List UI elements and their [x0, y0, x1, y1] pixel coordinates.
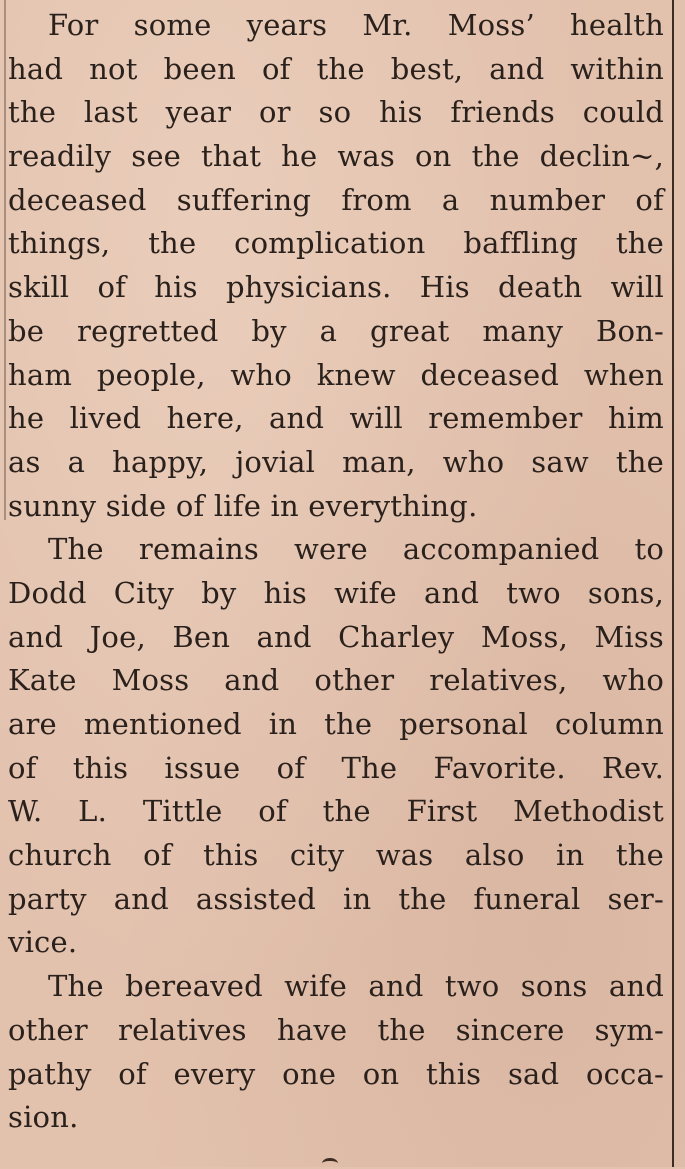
text-line: Kate Moss and other relatives, who: [8, 663, 664, 698]
text-line: be regretted by a great many Bon-: [8, 313, 664, 348]
text-line: the last year or so his friends could: [8, 95, 664, 130]
text-line: had not been of the best, and within: [8, 51, 664, 86]
text-line: sion.: [8, 1100, 79, 1135]
paragraph-2: [8, 528, 664, 965]
text-line: he lived here, and will remember him: [8, 401, 664, 436]
left-column-rule: [4, 0, 6, 520]
paragraph-1: [8, 4, 664, 528]
text-line: W. L. Tittle of the First Methodist: [8, 794, 664, 829]
text-line: things, the complication baffling the: [8, 226, 664, 261]
text-line: vice.: [8, 925, 78, 960]
text-line: For some years Mr. Moss’ health: [48, 8, 664, 42]
text-line: are mentioned in the personal column: [8, 707, 664, 741]
text-line: church of this city was also in the: [8, 838, 664, 873]
text-line: The remains were accompanied to: [48, 532, 664, 567]
text-line: Dodd City by his wife and two sons,: [8, 575, 664, 610]
text-line: as a happy, jovial man, who saw the: [8, 444, 664, 479]
text-line: and Joe, Ben and Charley Moss, Miss: [8, 619, 664, 654]
text-line: other relatives have the sincere sym-: [8, 1012, 664, 1047]
text-line: pathy of every one on this sad occa-: [8, 1056, 664, 1091]
text-line: readily see that he was on the declin~,: [8, 139, 664, 174]
text-line: deceased suffering from a number of: [8, 182, 664, 217]
right-column-rule: [672, 0, 674, 1167]
text-line: sunny side of life in everything.: [8, 488, 478, 523]
article-column: [8, 4, 664, 1140]
paragraph-3: [8, 965, 664, 1140]
text-line: party and assisted in the funeral ser-: [8, 881, 664, 916]
text-line: The bereaved wife and two sons and: [48, 969, 664, 1004]
text-line: of this issue of The Favorite. Rev.: [8, 750, 664, 785]
text-line: skill of his physicians. His death will: [8, 270, 664, 305]
text-line: ham people, who knew deceased when: [8, 357, 664, 392]
cut-off-glyph: [322, 1158, 338, 1169]
